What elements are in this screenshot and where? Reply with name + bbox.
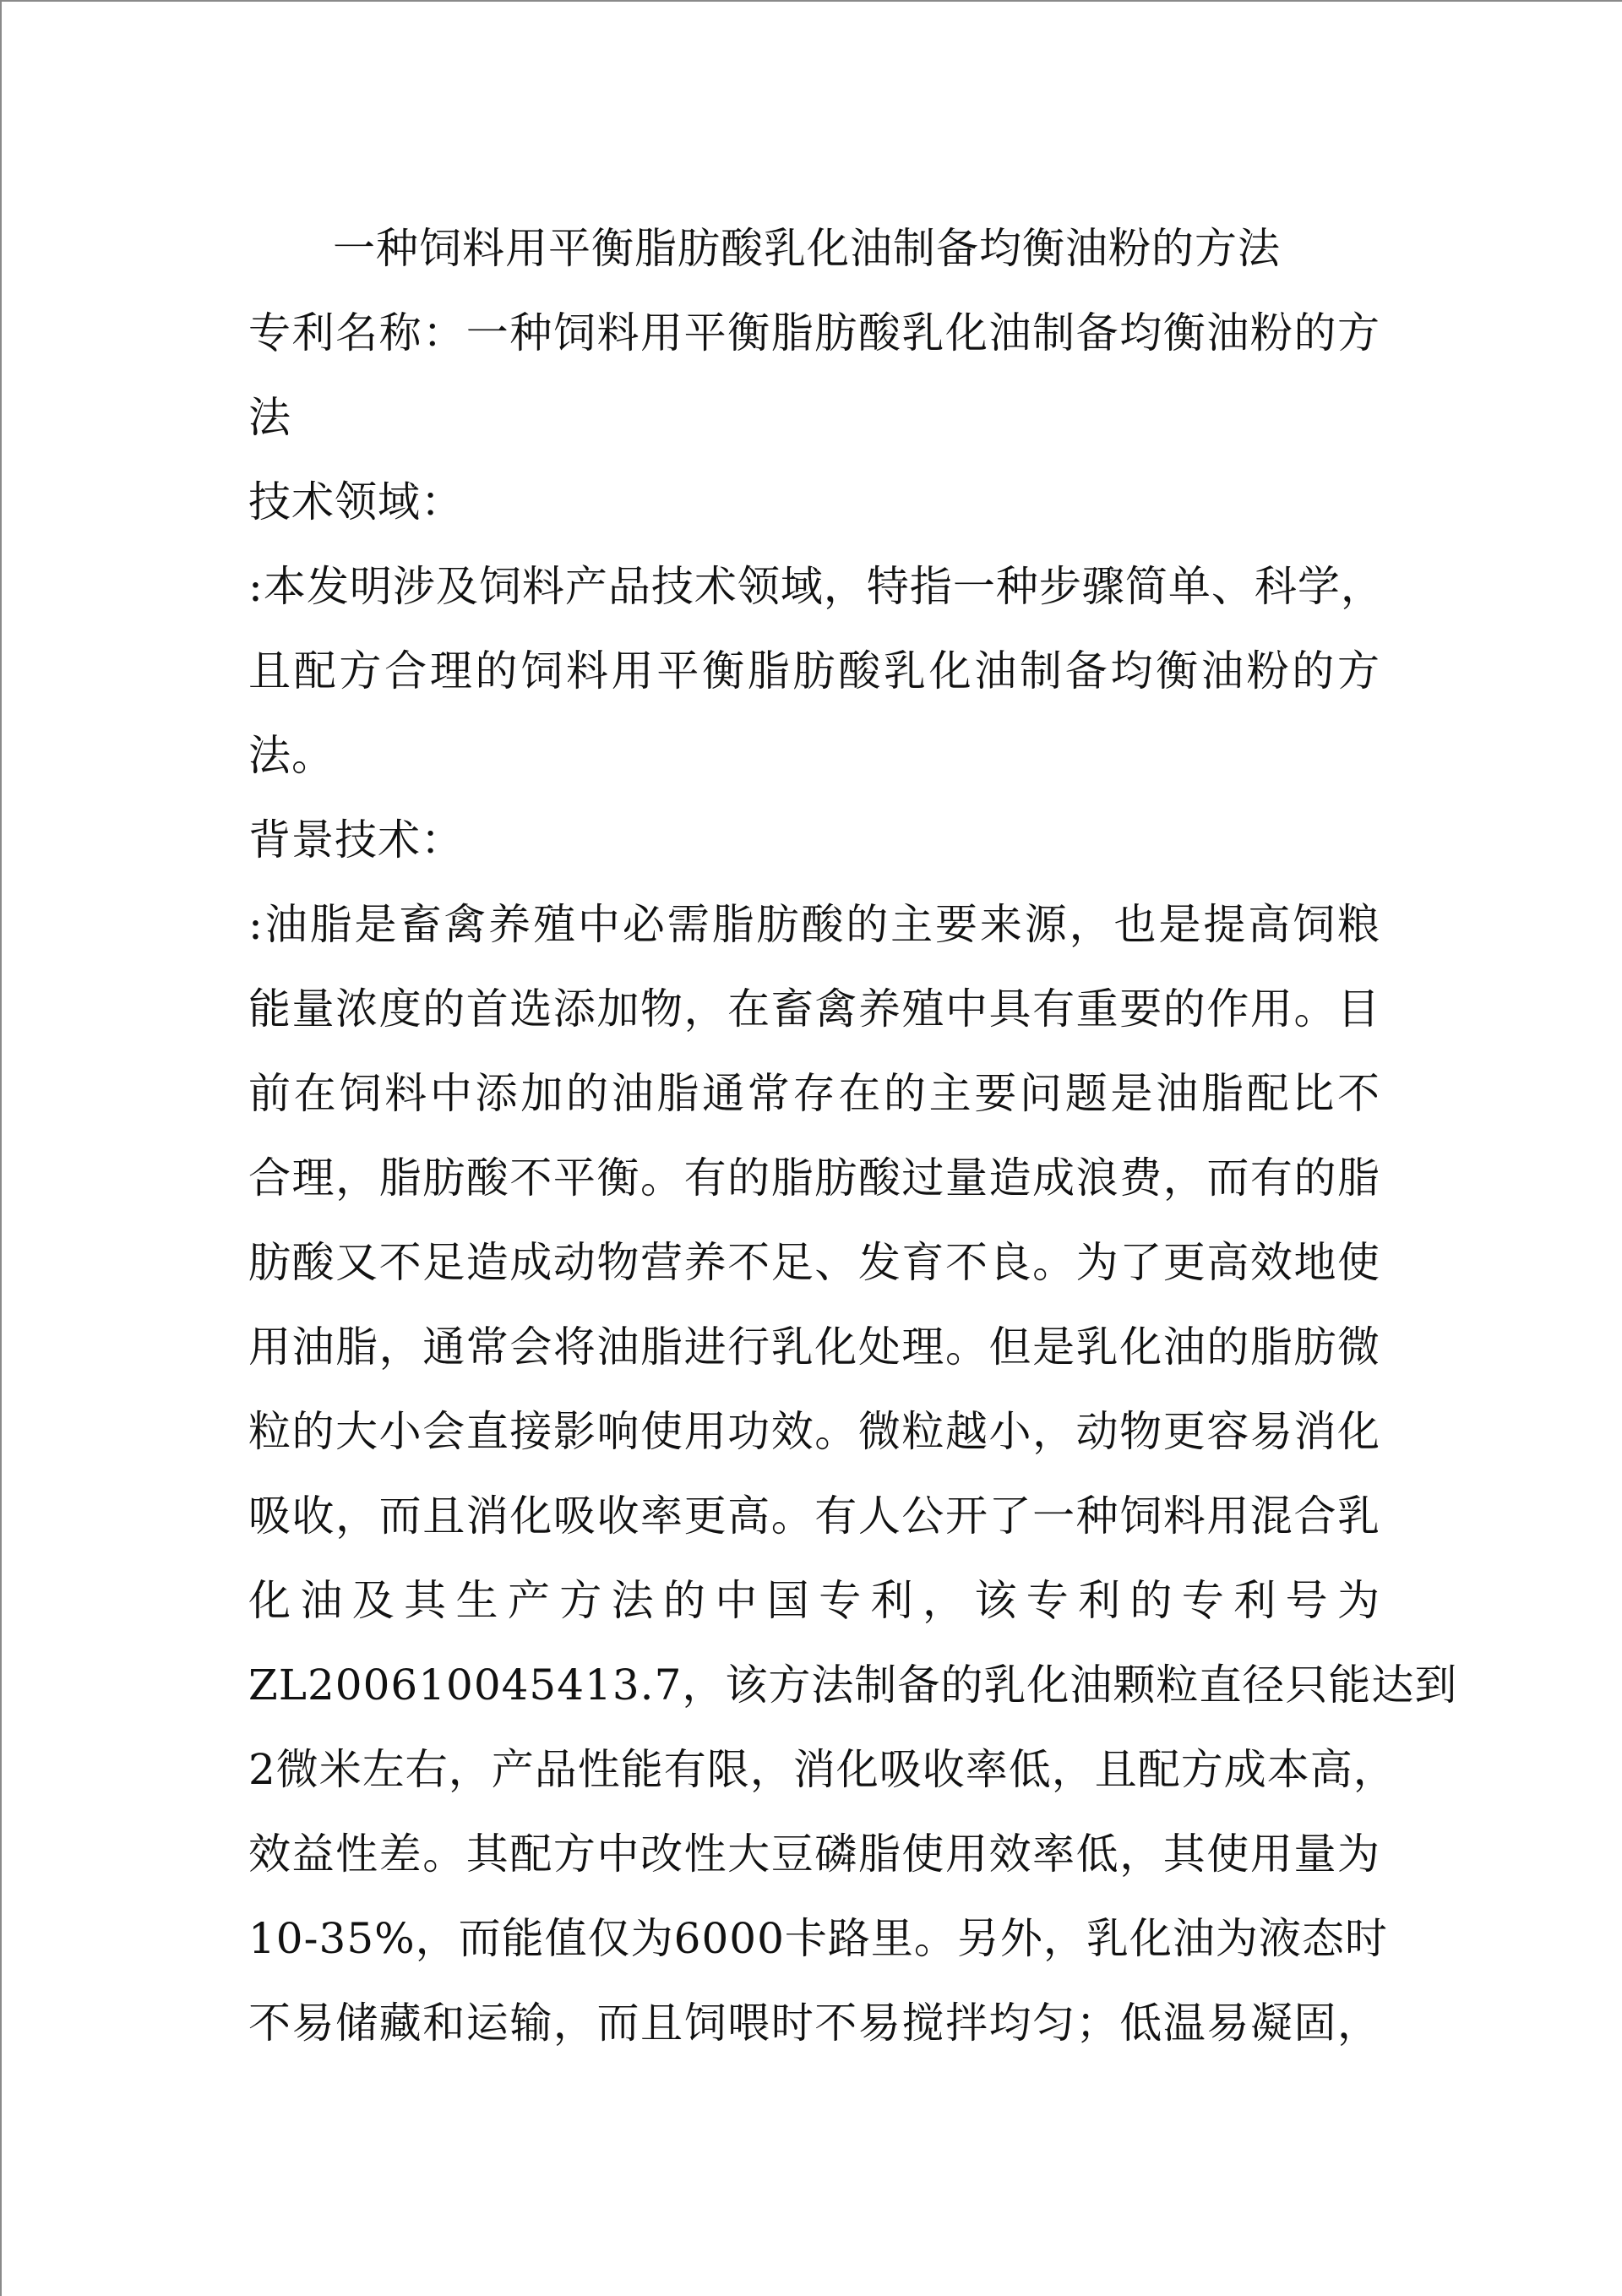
background-line-6: 用油脂，通常会将油脂进行乳化处理。但是乳化油的脂肪微 [248, 1323, 1380, 1372]
technical-field-line-3: 法。 [248, 731, 335, 780]
background-line-3: 前在饲料中添加的油脂通常存在的主要问题是油脂配比不 [248, 1069, 1380, 1118]
background-line-14: 不易储藏和运输，而且饲喂时不易搅拌均匀；低温易凝固， [248, 1999, 1380, 2048]
patent-name-line-1: 专利名称：一种饲料用平衡脂肪酸乳化油制备均衡油粉的方 [248, 308, 1380, 357]
background-line-4: 合理，脂肪酸不平衡。有的脂肪酸过量造成浪费，而有的脂 [248, 1153, 1380, 1203]
background-line-11: 2微米左右，产品性能有限，消化吸收率低，且配方成本高， [248, 1745, 1396, 1794]
background-heading: 背景技术： [248, 815, 464, 864]
patent-name-line-2: 法 [248, 393, 291, 442]
background-line-8: 吸收，而且消化吸收率更高。有人公开了一种饲料用混合乳 [248, 1492, 1380, 1541]
technical-field-line-1: :本发明涉及饲料产品技术领域，特指一种步骤简单、科学， [248, 562, 1384, 611]
background-line-5: 肪酸又不足造成动物营养不足、发育不良。为了更高效地使 [248, 1238, 1380, 1287]
background-line-1: :油脂是畜禽养殖中必需脂肪酸的主要来源，也是提高饲粮 [248, 900, 1380, 949]
background-line-12: 效益性差。其配方中改性大豆磷脂使用效率低，其使用量为 [248, 1830, 1380, 1879]
background-line-9: 化油及其生产方法的中国专利，该专利的专利号为 [248, 1576, 1380, 1625]
document-title: 一种饲料用平衡脂肪酸乳化油制备均衡油粉的方法 [333, 224, 1281, 273]
technical-field-heading: 技术领域： [248, 477, 464, 526]
background-line-10: ZL200610045413.7，该方法制备的乳化油颗粒直径只能达到 [248, 1661, 1458, 1710]
background-line-13: 10-35%，而能值仅为6000卡路里。另外，乳化油为液态时 [248, 1914, 1388, 1963]
technical-field-line-2: 且配方合理的饲料用平衡脂肪酸乳化油制备均衡油粉的方 [248, 646, 1380, 695]
background-line-2: 能量浓度的首选添加物，在畜禽养殖中具有重要的作用。目 [248, 984, 1380, 1033]
background-line-7: 粒的大小会直接影响使用功效。微粒越小，动物更容易消化 [248, 1407, 1380, 1456]
